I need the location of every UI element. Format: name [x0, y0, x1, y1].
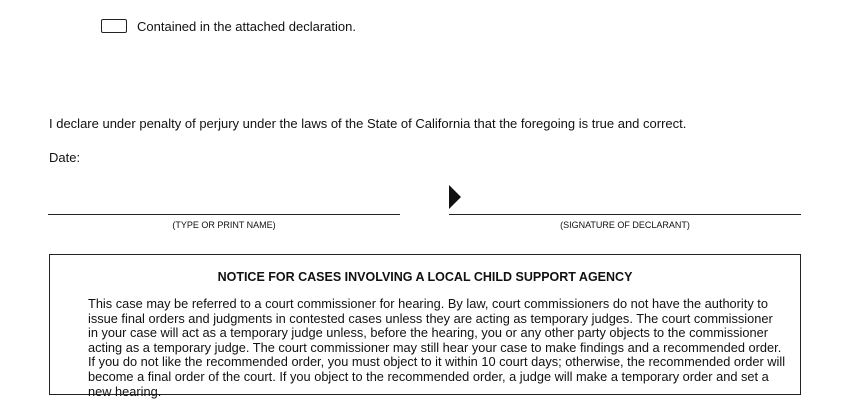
signature-field[interactable] [449, 214, 801, 215]
attached-declaration-label: Contained in the attached declaration. [137, 19, 356, 34]
attached-declaration-checkbox[interactable] [101, 19, 127, 33]
date-label: Date: [49, 150, 81, 165]
print-name-field[interactable] [48, 214, 400, 215]
signature-arrow-icon [449, 185, 461, 209]
notice-box [49, 254, 801, 399]
notice-body: This case may be referred to a court commissioner for hearing. By law, court commissioners do not have the authority to issue final orders and judgments in contested cases unless they are acting as temporary judges. The court commissioner in your case will act as a temporary judge unless, before the hearing, you or any other party objects to the commissioner acting as a temporary judge. The court commissioner may still hear your case to make findings and a recommended order. If you do not like the recommended order, you must object to it within 10 court days; otherwise, the recommended order will become a final order of the court. If you object to the recommended order, a judge will make a temporary order and set a new hearing. [88, 296, 786, 399]
notice-title: NOTICE FOR CASES INVOLVING A LOCAL CHILD SUPPORT AGENCY [217, 270, 633, 284]
signature-caption: (SIGNATURE OF DECLARANT) [560, 220, 690, 230]
print-name-caption: (TYPE OR PRINT NAME) [172, 220, 276, 230]
perjury-declaration-text: I declare under penalty of perjury under the laws of the State of California that the foregoing is true and correct. [49, 116, 687, 131]
